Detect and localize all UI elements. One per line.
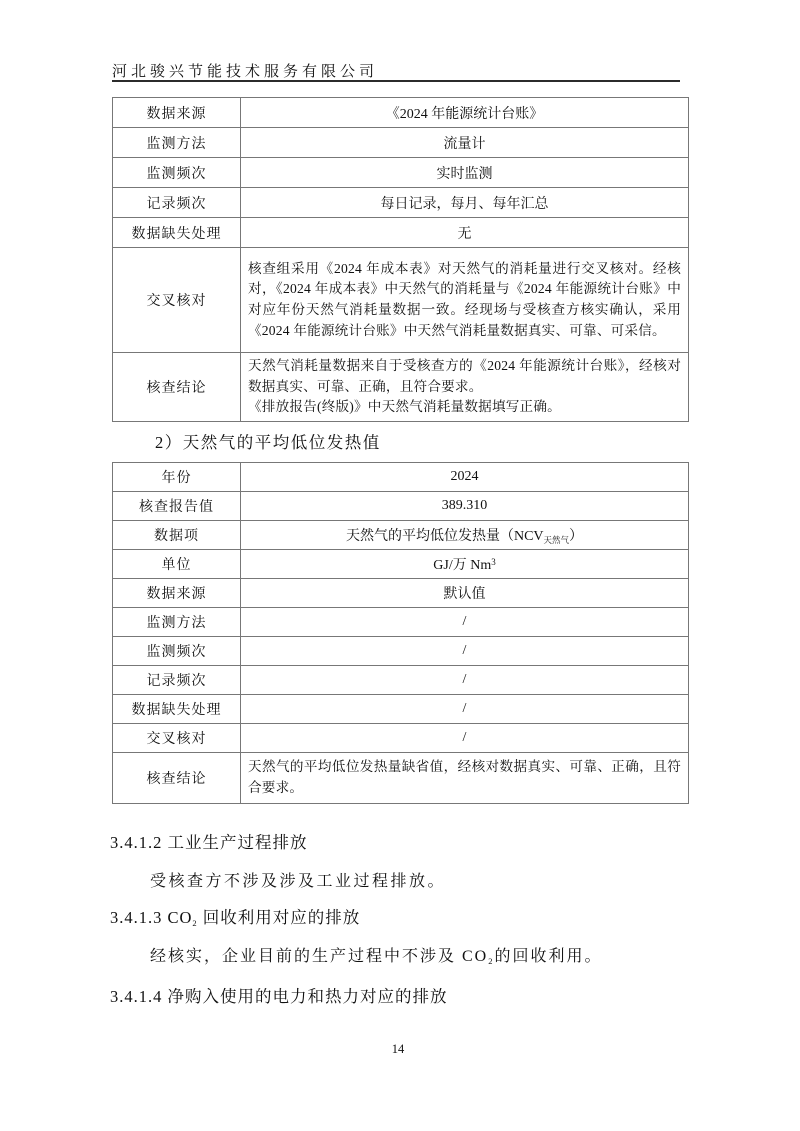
row-label: 监测方法	[113, 608, 241, 637]
row-value: /	[241, 666, 689, 695]
row-label: 记录频次	[113, 188, 241, 218]
body-text: 的回收利用。	[494, 948, 603, 965]
row-label: 单位	[113, 550, 241, 579]
table-row	[113, 188, 689, 218]
table-row	[113, 218, 689, 248]
page-number: 14	[391, 1042, 405, 1056]
row-label: 监测频次	[113, 637, 241, 666]
conclusion-text: 天然气的平均低位发热量缺省值，经核对数据真实、可靠、正确，且符合要求。	[241, 753, 689, 804]
row-label: 数据来源	[113, 98, 241, 128]
row-label: 记录频次	[113, 666, 241, 695]
ncv-subscript: 天然气	[543, 534, 570, 545]
section-body-co2-recovery	[150, 943, 603, 966]
row-value	[241, 550, 689, 579]
ncv-text: 天然气的平均低位发热量（NCV	[345, 528, 544, 544]
table-row	[113, 492, 689, 521]
table-row-data-item	[113, 521, 689, 550]
row-label: 监测频次	[113, 158, 241, 188]
row-value: 流量计	[241, 128, 689, 158]
table-row	[113, 579, 689, 608]
table-row	[113, 608, 689, 637]
row-value: /	[241, 608, 689, 637]
conclusion-line: 天然气消耗量数据来自于受核查方的《2024 年能源统计台账》，经核对数据真实、可靠、正确，且符合要求。	[248, 358, 681, 394]
section-heading-purchased-electricity-heat: 3.4.1.4 净购入使用的电力和热力对应的排放	[110, 987, 448, 1006]
row-label: 数据来源	[113, 579, 241, 608]
table-row	[113, 637, 689, 666]
conclusion-text	[241, 353, 689, 422]
company-header: 河北骏兴节能技术服务有限公司	[112, 64, 379, 80]
cross-check-text: 核查组采用《2024 年成本表》对天然气的消耗量进行交叉核对。经核对，《2024 年成本表》中天然气的消耗量与《2024 年能源统计台账》中对应年份天然气消耗量数据一致。经现场与受核查方核实确认，采用《2024 年能源统计台账》中天然气消耗量数据真实、可靠、可采信。	[241, 248, 689, 353]
row-value: 无	[241, 218, 689, 248]
unit-text: GJ/万 Nm	[433, 558, 492, 573]
table-row-unit	[113, 550, 689, 579]
row-label: 数据项	[113, 521, 241, 550]
row-label: 年份	[113, 463, 241, 492]
subsection-heading-ncv: 2）天然气的平均低位发热值	[155, 433, 381, 452]
row-value: 《2024 年能源统计台账》	[241, 98, 689, 128]
table-row	[113, 724, 689, 753]
row-label: 交叉核对	[113, 724, 241, 753]
table-row	[113, 463, 689, 492]
row-value: /	[241, 724, 689, 753]
row-value: /	[241, 695, 689, 724]
header-divider	[112, 80, 680, 82]
ncv-verification-table	[112, 462, 689, 804]
row-label: 交叉核对	[113, 248, 241, 353]
row-label: 监测方法	[113, 128, 241, 158]
table-row	[113, 98, 689, 128]
co2-subscript: 2	[192, 918, 198, 928]
row-value: 2024	[241, 463, 689, 492]
table-row-conclusion	[113, 353, 689, 422]
conclusion-line: 《排放报告(终版)》中天然气消耗量数据填写正确。	[248, 399, 561, 415]
natural-gas-consumption-verification-table	[112, 97, 689, 422]
row-label: 核查结论	[113, 353, 241, 422]
co2-subscript: 2	[488, 956, 495, 966]
table-row-conclusion	[113, 753, 689, 804]
section-body-industrial-process: 受核查方不涉及涉及工业过程排放。	[150, 873, 447, 890]
row-label: 核查报告值	[113, 492, 241, 521]
row-label: 核查结论	[113, 753, 241, 804]
row-value	[241, 521, 689, 550]
section-heading-co2-recovery	[110, 904, 360, 928]
row-value: 389.310	[241, 492, 689, 521]
heading-text: 回收利用对应的排放	[197, 908, 361, 927]
row-value: 每日记录，每月、每年汇总	[241, 188, 689, 218]
section-heading-industrial-process: 3.4.1.2 工业生产过程排放	[110, 833, 308, 852]
heading-text: 3.4.1.3 CO	[110, 908, 193, 927]
row-label: 数据缺失处理	[113, 218, 241, 248]
body-text: 经核实，企业目前的生产过程中不涉及 CO	[150, 948, 489, 965]
row-value: /	[241, 637, 689, 666]
table-row	[113, 666, 689, 695]
unit-superscript: 3	[491, 557, 496, 567]
row-value: 实时监测	[241, 158, 689, 188]
row-value: 默认值	[241, 579, 689, 608]
table-row	[113, 128, 689, 158]
row-label: 数据缺失处理	[113, 695, 241, 724]
ncv-text-close: ）	[569, 528, 584, 544]
table-row-cross-check	[113, 248, 689, 353]
table-row	[113, 158, 689, 188]
table-row	[113, 695, 689, 724]
